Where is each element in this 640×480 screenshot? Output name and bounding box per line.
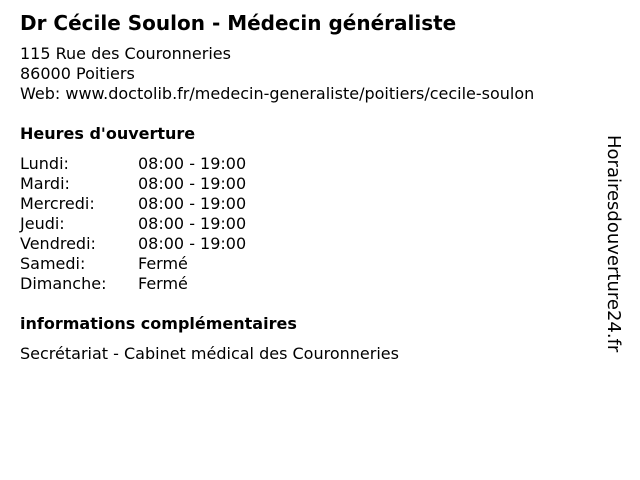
- address-block: [20, 44, 534, 104]
- day-label: Mardi:: [20, 174, 70, 193]
- day-hours: 08:00 - 19:00: [138, 174, 247, 193]
- hours-row-friday: [20, 234, 246, 254]
- day-label: Mercredi:: [20, 194, 95, 213]
- day-hours: 08:00 - 19:00: [138, 154, 247, 173]
- address-city: 86000 Poitiers: [20, 64, 135, 83]
- opening-hours-heading: Heures d'ouverture: [20, 124, 196, 143]
- hours-row-wednesday: [20, 194, 246, 214]
- day-label: Samedi:: [20, 254, 86, 273]
- day-hours: 08:00 - 19:00: [138, 234, 247, 253]
- opening-hours-list: [20, 154, 246, 294]
- day-hours: 08:00 - 19:00: [138, 194, 247, 213]
- day-label: Lundi:: [20, 154, 69, 173]
- day-label: Jeudi:: [20, 214, 65, 233]
- hours-row-tuesday: [20, 174, 246, 194]
- hours-row-thursday: [20, 214, 246, 234]
- hours-row-monday: [20, 154, 246, 174]
- address-street: 115 Rue des Couronneries: [20, 44, 231, 63]
- site-watermark: Horairesdouverture24.fr: [603, 135, 624, 353]
- hours-row-sunday: [20, 274, 246, 294]
- day-hours: Fermé: [138, 274, 188, 293]
- page-title: Dr Cécile Soulon - Médecin généraliste: [20, 11, 457, 35]
- website-line[interactable]: Web: www.doctolib.fr/medecin-generaliste/poitiers/cecile-soulon: [20, 84, 535, 103]
- day-hours: Fermé: [138, 254, 188, 273]
- additional-info-heading: informations complémentaires: [20, 314, 297, 333]
- day-label: Vendredi:: [20, 234, 96, 253]
- day-label: Dimanche:: [20, 274, 107, 293]
- hours-row-saturday: [20, 254, 246, 274]
- additional-info-text: Secrétariat - Cabinet médical des Couronneries: [20, 344, 399, 363]
- day-hours: 08:00 - 19:00: [138, 214, 247, 233]
